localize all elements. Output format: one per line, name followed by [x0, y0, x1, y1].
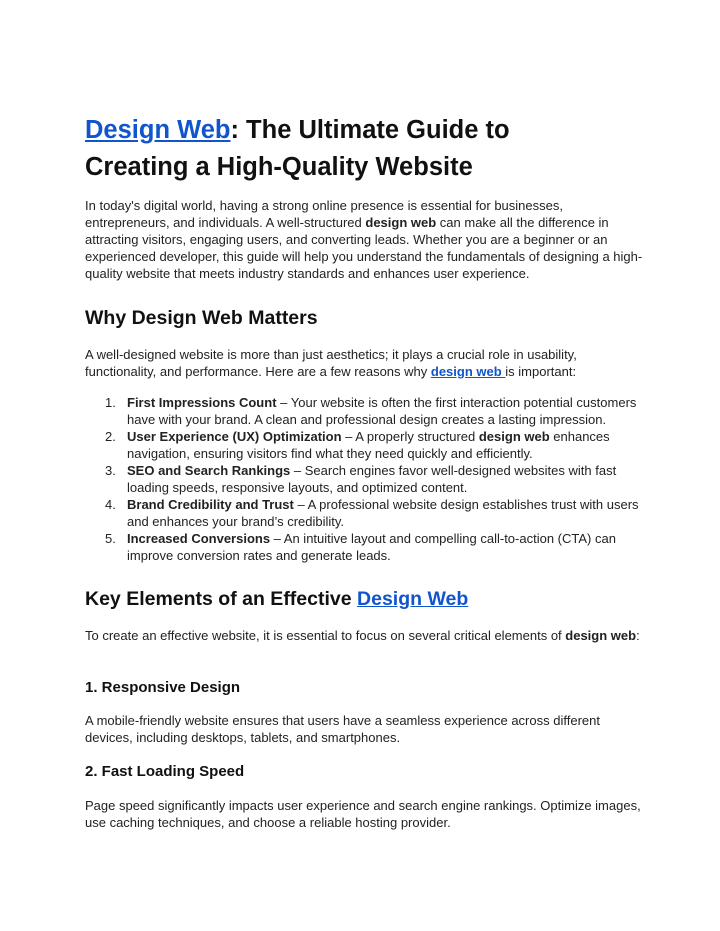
why-design-web-link[interactable]: design web [430, 364, 506, 379]
why-paragraph [85, 346, 645, 380]
list-item-title: SEO and Search Rankings [127, 463, 291, 478]
list-item-text: – A properly structured [341, 429, 479, 444]
why-text-1: A well-designed website is more than just aesthetics; it plays a crucial role in usability, functionality, and performance. Here are a few reasons why [85, 347, 577, 379]
why-heading: Why Design Web Matters [85, 307, 318, 329]
key-heading-text: Key Elements of an Effective [85, 588, 358, 610]
intro-paragraph [85, 197, 645, 282]
list-item-text-2: enhances navigation, ensuring visitors find what they need quickly and efficiently. [127, 429, 610, 461]
list-item [85, 496, 645, 530]
list-item-text: – An intuitive layout and compelling call-to-action (CTA) can improve conversion rates and generate leads. [127, 531, 616, 563]
title-rest: : The Ultimate Guide to [230, 116, 510, 144]
key-elements-heading [85, 586, 468, 612]
speed-heading: 2. Fast Loading Speed [85, 763, 245, 780]
title-line2: Creating a High-Quality Website [85, 153, 473, 181]
list-item [85, 428, 645, 462]
list-item-title: User Experience (UX) Optimization [127, 429, 342, 444]
why-text-2: is important: [505, 364, 577, 379]
responsive-heading: 1. Responsive Design [85, 679, 241, 696]
list-item-text: – Search engines favor well-designed websites with fast loading speeds, responsive layouts, and optimized content. [127, 463, 617, 495]
list-item [85, 462, 645, 496]
list-number: 3. [105, 463, 116, 478]
list-item-bold: design web [478, 429, 550, 444]
list-item-title: Brand Credibility and Trust [127, 497, 294, 512]
speed-paragraph: Page speed significantly impacts user experience and search engine rankings. Optimize images, use caching techniques, and choose a reliable hosting provider. [85, 798, 641, 830]
page-title [85, 112, 645, 186]
list-number: 5. [105, 531, 116, 546]
list-number: 4. [105, 497, 116, 512]
list-item-text: – Your website is often the first interaction potential customers have with your brand. A clean and professional design creates a lasting impression. [127, 395, 637, 427]
list-item-title: Increased Conversions [127, 531, 271, 546]
responsive-paragraph: A mobile-friendly website ensures that users have a seamless experience across different devices, including desktops, tablets, and smartphones. [85, 713, 600, 745]
key-text-2: : [636, 628, 640, 643]
key-design-web-link[interactable]: Design Web [357, 588, 469, 610]
intro-bold: design web [365, 215, 437, 230]
key-bold: design web [565, 628, 637, 643]
list-item [85, 394, 645, 428]
intro-text-1: In today's digital world, having a strong online presence is essential for businesses, entrepreneurs, and individuals. A well-structured [85, 198, 563, 230]
list-number: 2. [105, 429, 116, 444]
list-item [85, 530, 645, 564]
key-paragraph [85, 627, 645, 644]
reasons-list [85, 394, 645, 564]
intro-text-2: can make all the difference in attracting visitors, engaging users, and converting leads. Whether you are a beginner or an experienced developer, this guide will help you understand the fundamentals of designing a high-quality website that meets industry standards and enhances user experience. [85, 215, 643, 281]
title-design-web-link[interactable]: Design Web [85, 116, 231, 144]
list-item-title: First Impressions Count [127, 395, 277, 410]
list-item-text: – A professional website design establishes trust with users and enhances your brand’s credibility. [127, 497, 639, 529]
key-text-1: To create an effective website, it is essential to focus on several critical elements of [85, 628, 566, 643]
list-number: 1. [105, 395, 116, 410]
